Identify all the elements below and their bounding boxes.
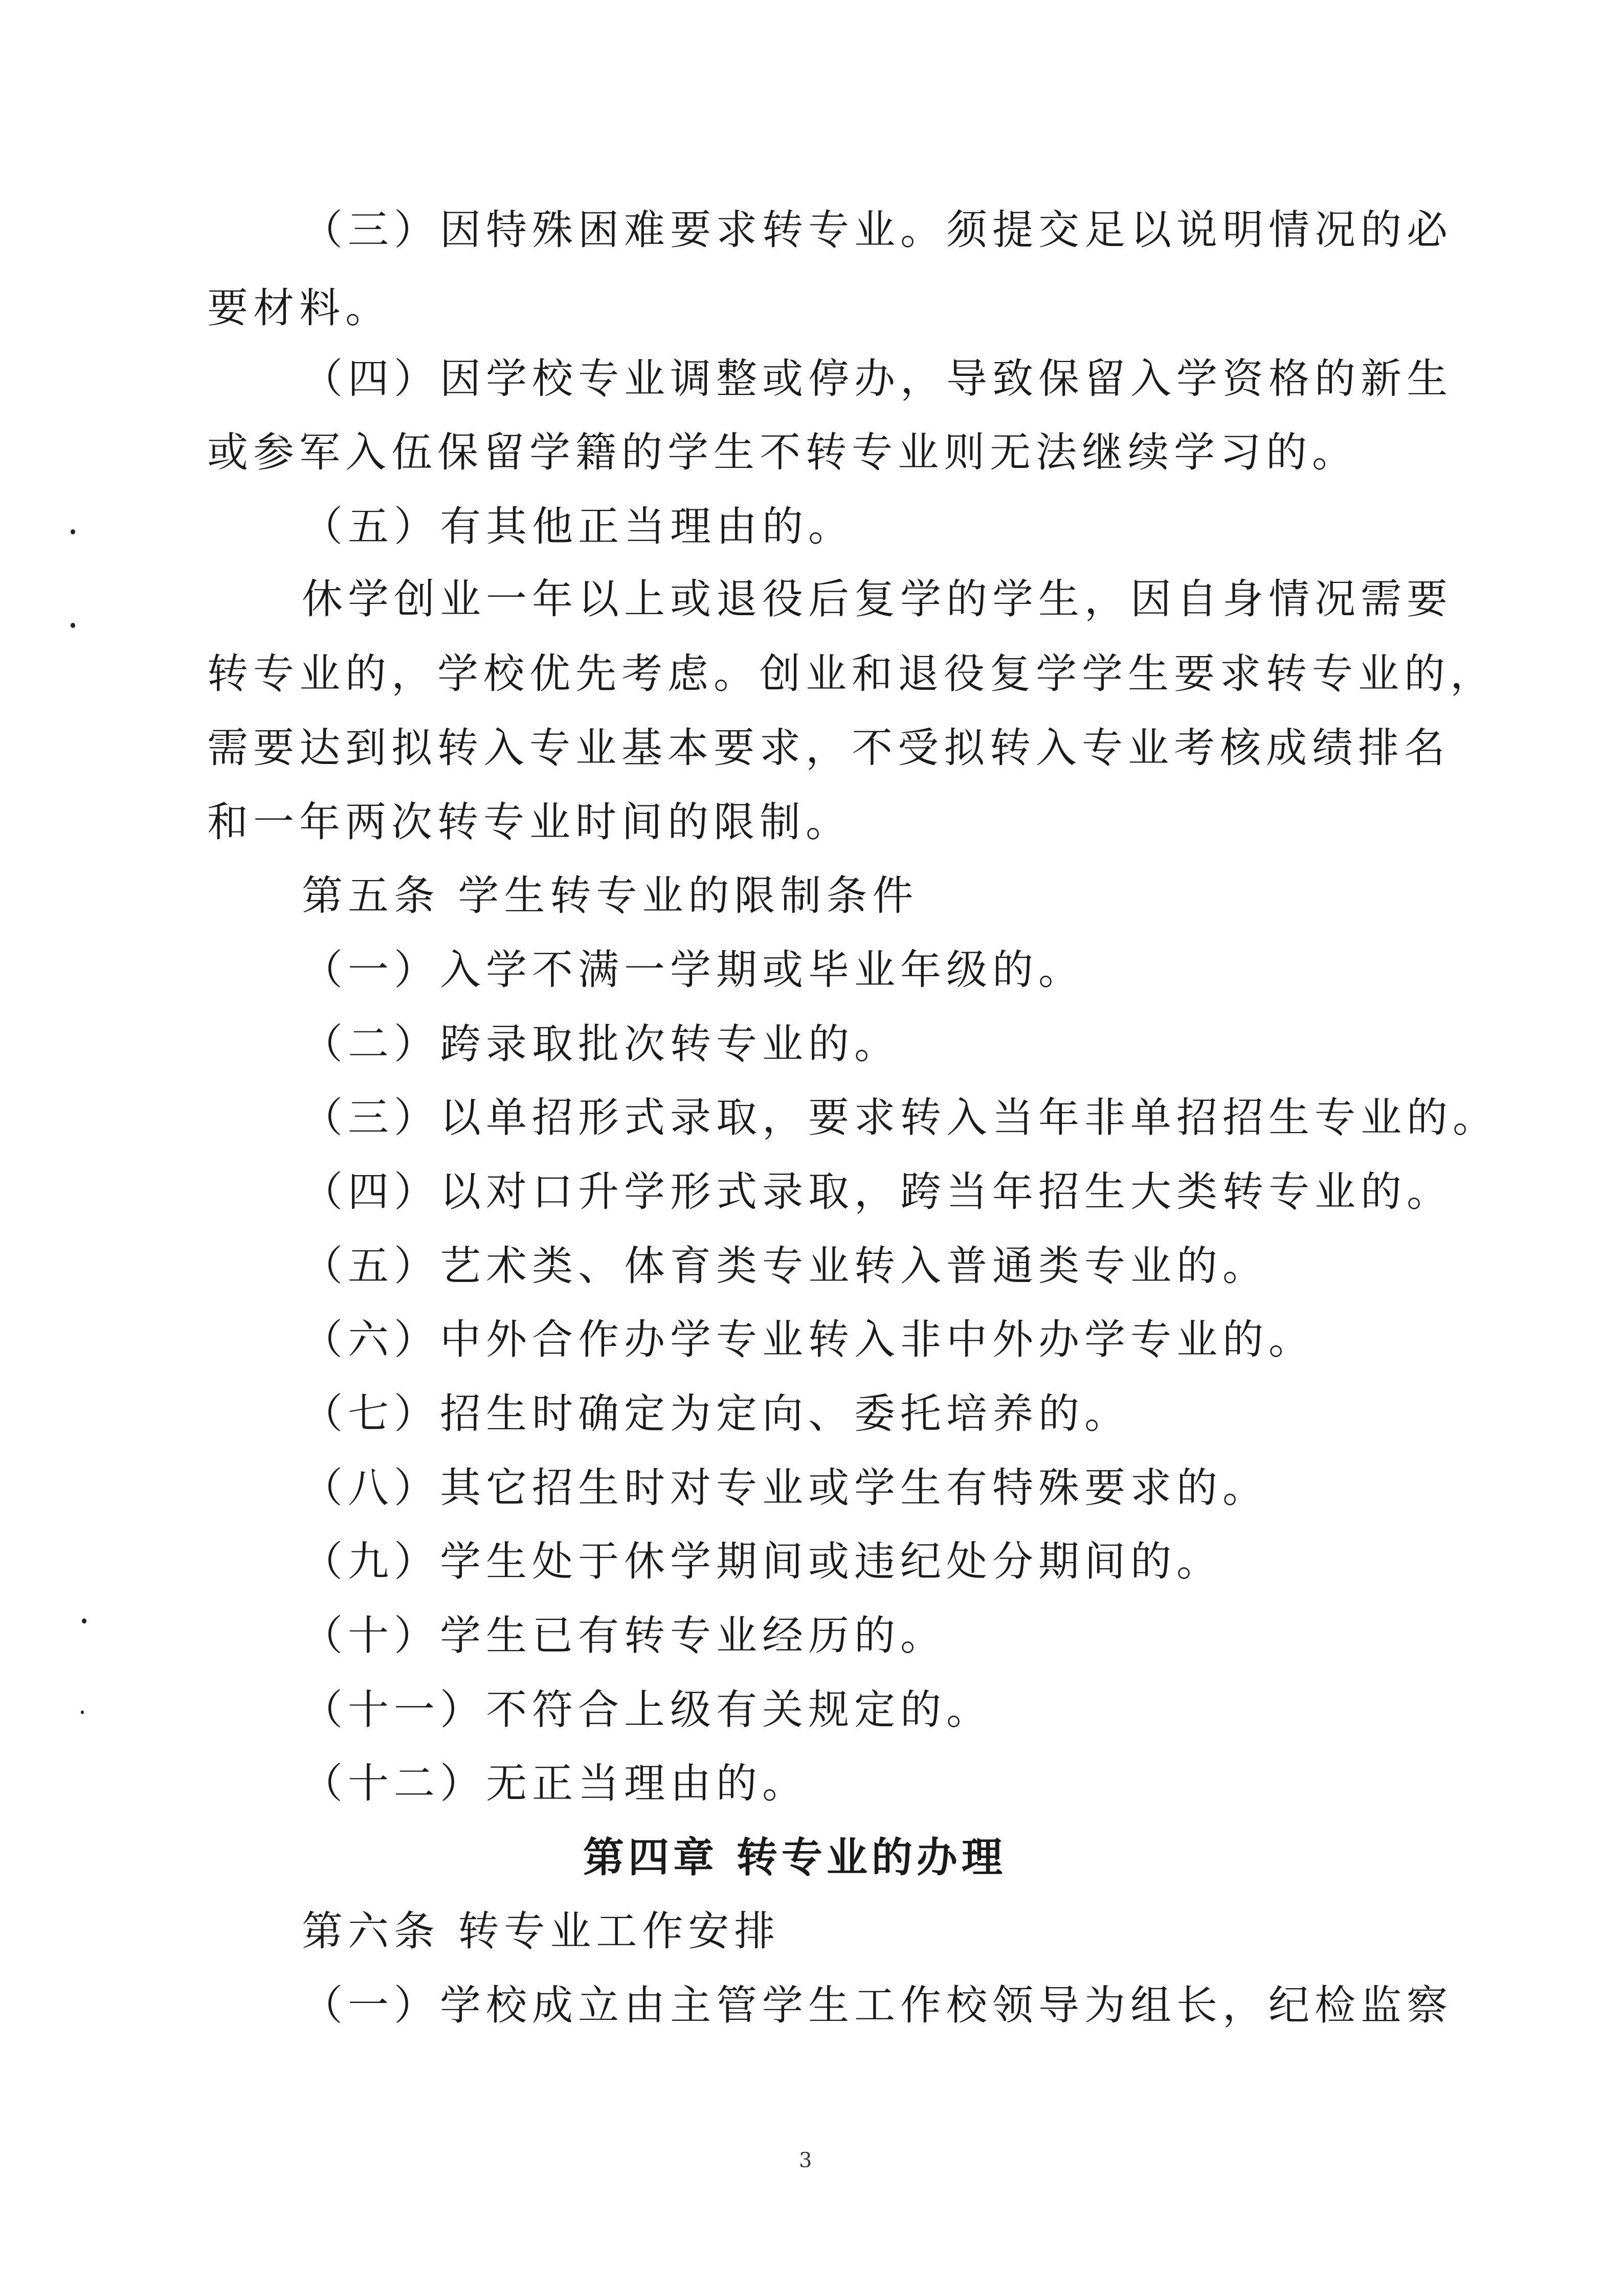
restriction-12: （十二）无正当理由的。 (302, 1760, 808, 1807)
article-6-title: 第六条 转专业工作安排 (302, 1907, 781, 1955)
scan-speck (71, 529, 75, 534)
clause-4-program-adjustment: （四）因学校专业调整或停办，导致保留入学资格的新生 (302, 355, 1453, 402)
restriction-4: （四）以对口升学形式录取，跨当年招生大类转专业的。 (302, 1168, 1453, 1215)
clause-4-continuation: 或参军入伍保留学籍的学生不转专业则无法继续学习的。 (207, 429, 1358, 476)
scan-speck (71, 623, 75, 628)
restriction-9: （九）学生处于休学期间或违纪处分期间的。 (302, 1538, 1222, 1585)
restriction-7: （七）招生时确定为定向、委托培养的。 (302, 1390, 1130, 1437)
paragraph-entrepreneurship-line-3: 需要达到拟转入专业基本要求，不受拟转入专业考核成绩排名 (207, 724, 1450, 772)
paragraph-entrepreneurship-line-2: 转专业的，学校优先考虑。创业和退役复学学生要求转专业的， (207, 650, 1496, 697)
article-6-clause-1: （一）学校成立由主管学生工作校领导为组长，纪检监察 (302, 1982, 1453, 2029)
restriction-8: （八）其它招生时对专业或学生有特殊要求的。 (302, 1464, 1269, 1512)
restriction-3: （三）以单招形式录取，要求转入当年非单招招生专业的。 (302, 1094, 1499, 1141)
clause-3-special-hardship: （三）因特殊困难要求转专业。须提交足以说明情况的必 (302, 206, 1453, 254)
restriction-5: （五）艺术类、体育类专业转入普通类专业的。 (302, 1242, 1269, 1290)
paragraph-entrepreneurship-line-1: 休学创业一年以上或退役后复学的学生，因自身情况需要 (302, 575, 1453, 623)
clause-5-other-reasons: （五）有其他正当理由的。 (302, 503, 854, 550)
restriction-1: （一）入学不满一学期或毕业年级的。 (302, 946, 1084, 994)
paragraph-entrepreneurship-line-4: 和一年两次转专业时间的限制。 (207, 798, 852, 846)
clause-3-continuation: 要材料。 (207, 284, 391, 332)
restriction-11: （十一）不符合上级有关规定的。 (302, 1686, 992, 1734)
restriction-10: （十）学生已有转专业经历的。 (302, 1612, 946, 1659)
restriction-6: （六）中外合作办学专业转入非中外办学专业的。 (302, 1316, 1315, 1363)
article-5-title: 第五条 学生转专业的限制条件 (302, 872, 919, 919)
chapter-4-heading: 第四章 转专业的办理 (583, 1834, 1007, 1881)
scan-speck (82, 1618, 86, 1624)
scan-speck (81, 1710, 84, 1714)
restriction-2: （二）跨录取批次转专业的。 (302, 1020, 900, 1068)
page-number: 3 (799, 2149, 812, 2172)
